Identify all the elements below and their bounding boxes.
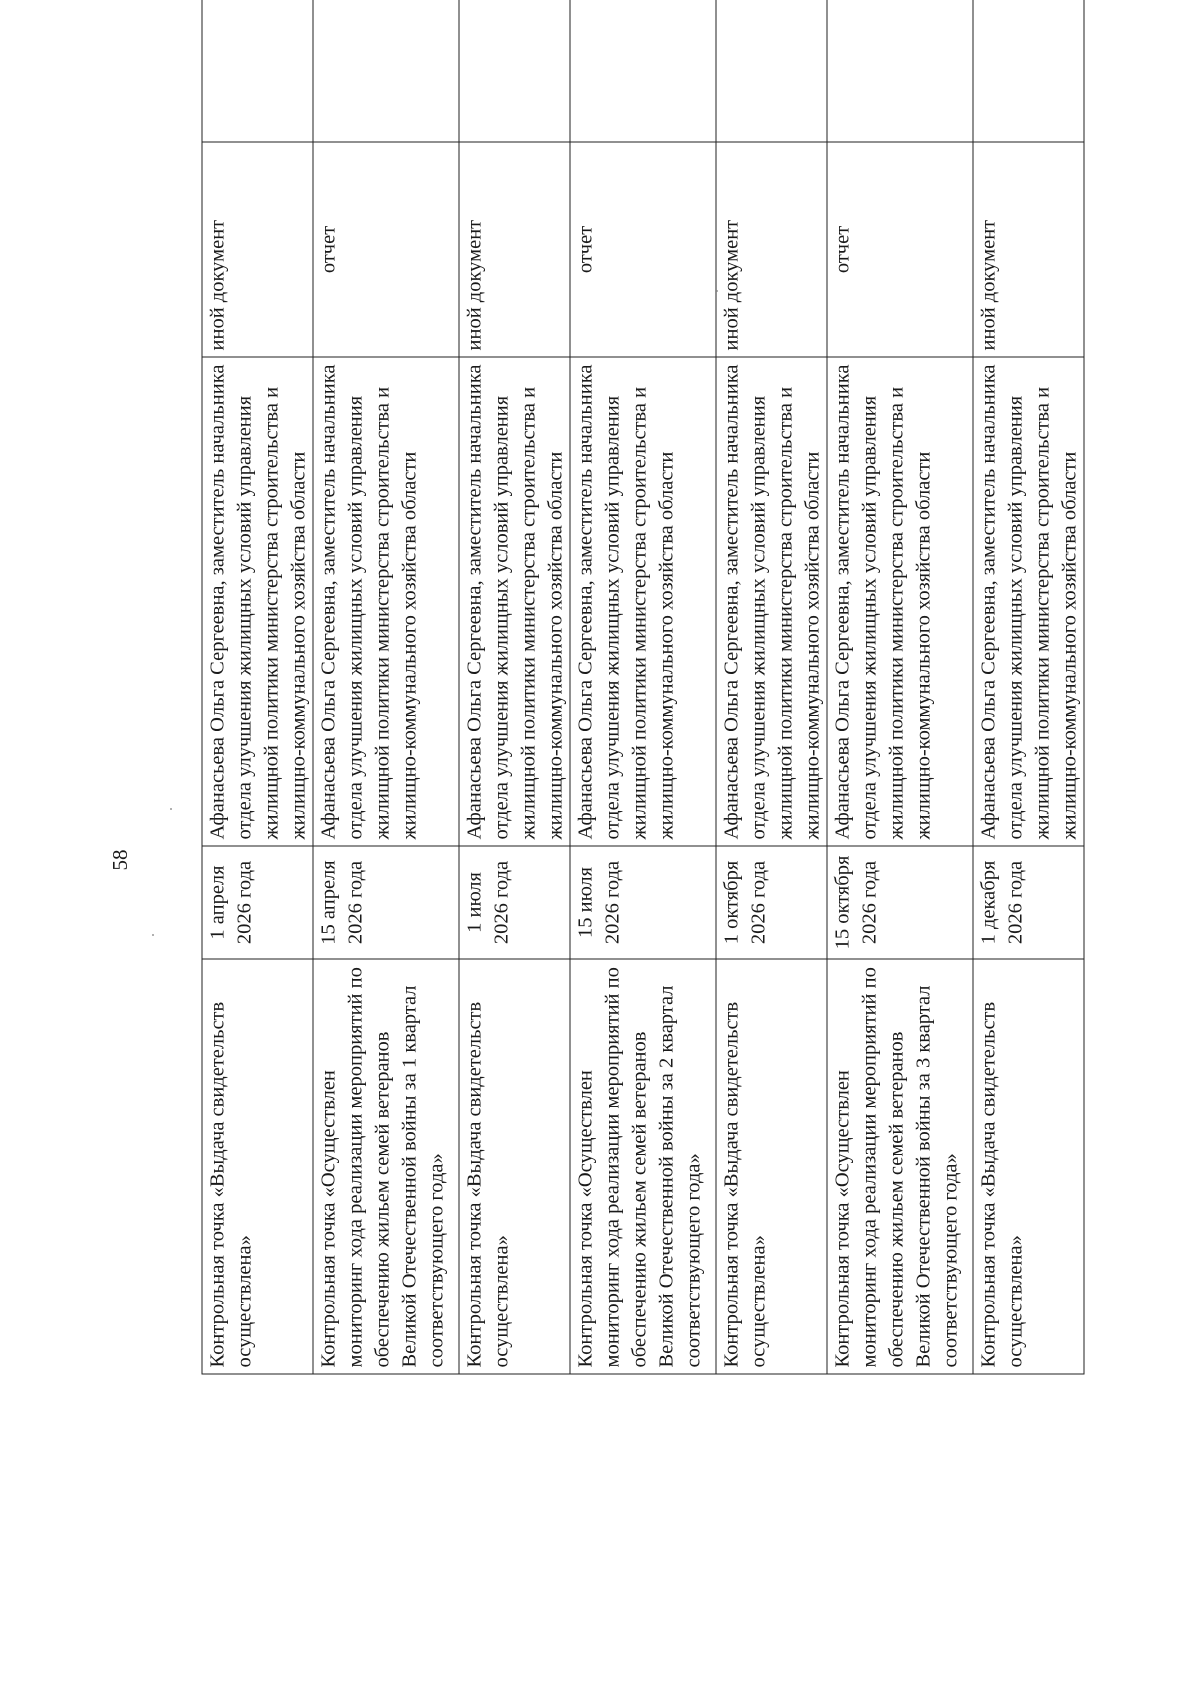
deadline-date <box>202 846 313 959</box>
deadline-day: 1 апреля <box>206 865 229 940</box>
control-point-description: Контрольная точка «Выдача свидетельств осуществлена» <box>202 959 313 1374</box>
document-type: иной документ <box>720 219 743 351</box>
deadline-date <box>716 846 827 959</box>
document-type: иной документ <box>977 219 1000 351</box>
empty-cell <box>570 0 716 142</box>
deadline-day: 1 декабря <box>977 860 1000 945</box>
control-point-description: Контрольная точка «Осуществлен мониторинг хода реализации мероприятий по обеспечению жильем семей ветеранов Великой Отечественной войны за 2 квартал соответствующего года» <box>570 959 716 1374</box>
document-type-cell <box>973 142 1084 357</box>
responsible-person: Афанасьева Ольга Сергеевна, заместитель начальника отдела улучшения жилищных условий управления жилищной политики министерства строительства и жилищно-коммунального хозяйства области <box>570 357 716 846</box>
empty-cell <box>459 0 570 142</box>
deadline-year: 2026 года <box>601 860 624 945</box>
document-type: иной документ <box>206 219 229 351</box>
deadline-date <box>313 846 459 959</box>
deadline-year: 2026 года <box>490 860 513 945</box>
scan-speck <box>152 934 154 936</box>
responsible-person: Афанасьева Ольга Сергеевна, заместитель начальника отдела улучшения жилищных условий управления жилищной политики министерства строительства и жилищно-коммунального хозяйства области <box>202 357 313 846</box>
document-type: отчет <box>574 225 597 274</box>
deadline-year: 2026 года <box>1004 860 1027 945</box>
deadline-day: 15 июля <box>574 866 597 939</box>
page-number: 58 <box>108 849 132 871</box>
empty-cell <box>827 0 973 142</box>
control-point-description: Контрольная точка «Осуществлен мониторинг хода реализации мероприятий по обеспечению жильем семей ветеранов Великой Отечественной войны за 3 квартал соответствующего года» <box>827 959 973 1374</box>
table-row <box>313 0 459 1374</box>
responsible-person: Афанасьева Ольга Сергеевна, заместитель начальника отдела улучшения жилищных условий управления жилищной политики министерства строительства и жилищно-коммунального хозяйства области <box>973 357 1084 846</box>
deadline-year: 2026 года <box>747 860 770 945</box>
document-type-cell <box>716 142 827 357</box>
document-type: отчет <box>831 225 854 274</box>
control-points-table <box>202 0 1085 1375</box>
deadline-year: 2026 года <box>858 860 881 945</box>
control-point-description: Контрольная точка «Осуществлен мониторинг хода реализации мероприятий по обеспечению жильем семей ветеранов Великой Отечественной войны за 1 квартал соответствующего года» <box>313 959 459 1374</box>
responsible-person: Афанасьева Ольга Сергеевна, заместитель начальника отдела улучшения жилищных условий управления жилищной политики министерства строительства и жилищно-коммунального хозяйства области <box>459 357 570 846</box>
document-type-cell <box>313 142 459 357</box>
responsible-person: Афанасьева Ольга Сергеевна, заместитель начальника отдела улучшения жилищных условий управления жилищной политики министерства строительства и жилищно-коммунального хозяйства области <box>313 357 459 846</box>
deadline-year: 2026 года <box>233 860 256 945</box>
table-row <box>827 0 973 1374</box>
table-row <box>570 0 716 1374</box>
deadline-day: 1 октября <box>720 860 743 945</box>
deadline-date <box>459 846 570 959</box>
deadline-year: 2026 года <box>344 860 367 945</box>
rotated-table-container <box>202 0 1081 1375</box>
document-type-cell <box>570 142 716 357</box>
deadline-day: 1 июля <box>463 872 486 933</box>
control-point-description: Контрольная точка «Выдача свидетельств осуществлена» <box>716 959 827 1374</box>
document-type-cell <box>459 142 570 357</box>
deadline-day: 15 апреля <box>317 860 340 945</box>
document-type-cell <box>827 142 973 357</box>
table-row <box>202 0 313 1374</box>
responsible-person: Афанасьева Ольга Сергеевна, заместитель начальника отдела улучшения жилищных условий управления жилищной политики министерства строительства и жилищно-коммунального хозяйства области <box>827 357 973 846</box>
control-point-description: Контрольная точка «Выдача свидетельств осуществлена» <box>973 959 1084 1374</box>
document-type-cell <box>202 142 313 357</box>
deadline-date <box>570 846 716 959</box>
deadline-day: 15 октября <box>831 855 854 950</box>
empty-cell <box>716 0 827 142</box>
scan-speck <box>170 808 172 810</box>
table-row <box>716 0 827 1374</box>
table-row <box>459 0 570 1374</box>
document-type: иной документ <box>463 219 486 351</box>
empty-cell <box>973 0 1084 142</box>
deadline-date <box>827 846 973 959</box>
responsible-person: Афанасьева Ольга Сергеевна, заместитель начальника отдела улучшения жилищных условий управления жилищной политики министерства строительства и жилищно-коммунального хозяйства области <box>716 357 827 846</box>
scan-speck <box>716 290 718 292</box>
control-point-description: Контрольная точка «Выдача свидетельств осуществлена» <box>459 959 570 1374</box>
empty-cell <box>202 0 313 142</box>
empty-cell <box>313 0 459 142</box>
table-row <box>973 0 1084 1374</box>
document-type: отчет <box>317 225 340 274</box>
deadline-date <box>973 846 1084 959</box>
